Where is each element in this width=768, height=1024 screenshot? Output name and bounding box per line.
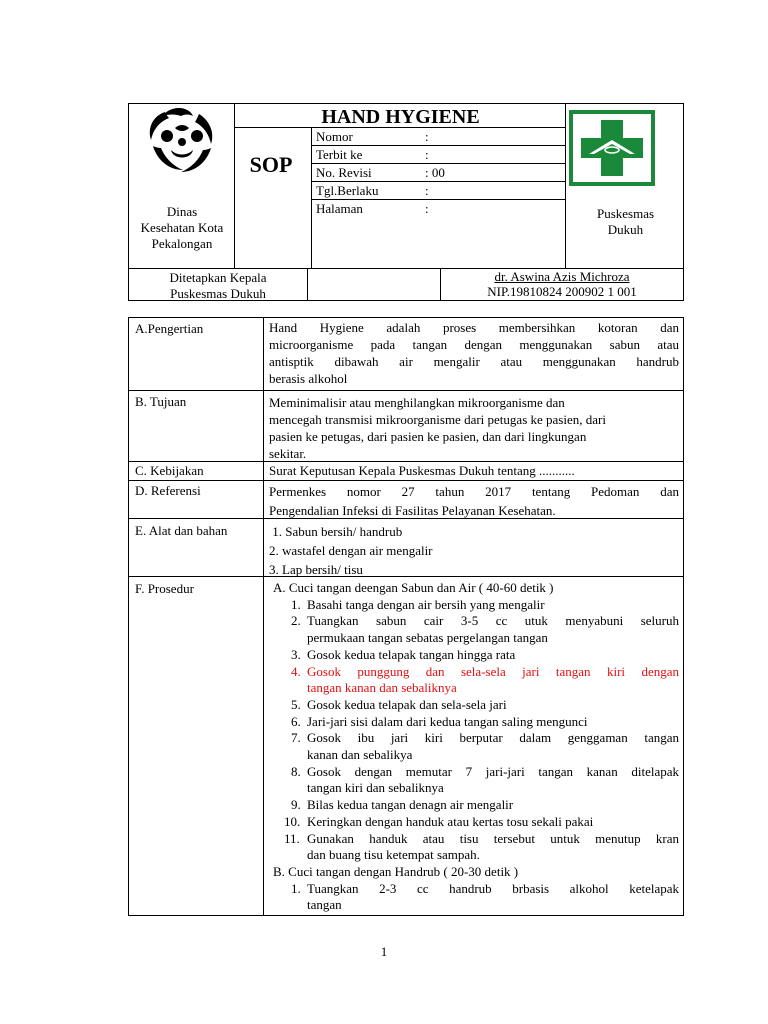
sop-content-table (128, 317, 684, 916)
field-terbit-ke: Terbit ke : (312, 146, 565, 164)
field-no-revisi: No. Revisi : 00 (312, 164, 565, 182)
row-alat-dan-bahan (129, 518, 683, 577)
header-divider (565, 104, 566, 268)
procedure-part-b-title: B. Cuci tangan dengan Handrub ( 20-30 detik ) (273, 863, 519, 879)
list-item: 1. Sabun bersih/ handrub (269, 524, 403, 539)
procedure-step: 5. Gosok kedua telapak dan sela-sela jari (291, 696, 507, 712)
signer-nip: NIP.19810824 200902 1 001 (487, 284, 637, 299)
row-tujuan (129, 390, 683, 462)
document-title: HAND HYGIENE (235, 104, 566, 128)
procedure-step: 7. Gosok ibu jari kiri berputar dalam genggaman tangan kanan dan sebalikya (291, 730, 679, 763)
row-label: A.Pengertian (135, 321, 204, 336)
signer-block (440, 269, 684, 299)
approved-by: Ditetapkan Kepala Puskesmas Dukuh (169, 270, 267, 301)
procedure-step: 2. Tuangkan sabun cair 3-5 cc utuk menyabuni seluruh permukaan tangan sebatas pergelangan tangan (291, 613, 679, 646)
sop-header-table (128, 103, 684, 301)
procedure-step: 3. Gosok kedua telapak tangan hingga rata (291, 646, 516, 662)
document-fields (312, 128, 565, 217)
list-item: 2. wastafel dengan air mengalir (269, 543, 433, 558)
row-label: F. Prosedur (135, 581, 194, 596)
procedure-part-a-title: A. Cuci tangan deengan Sabun dan Air ( 40-60 detik ) (273, 580, 554, 595)
sop-label: SOP (249, 152, 293, 177)
procedure-step-highlighted: 4. Gosok punggung dan sela-sela jari tangan kiri dengan tangan kanan dan sebaliknya (291, 663, 679, 696)
procedure-step: 1. Basahi tanga dengan air bersih yang mengalir (291, 596, 545, 612)
procedure-step: 11. Gunakan handuk atau tisu tersebut untuk menutup kran dan buang tisu ketempat sampah. (284, 830, 679, 863)
field-nomor: Nomor : (312, 128, 565, 146)
field-halaman: Halaman : (316, 201, 429, 216)
procedure-step: 9. Bilas kedua tangan denagn air mengalir (291, 797, 514, 813)
row-label: C. Kebijakan (135, 463, 204, 478)
row-content (269, 522, 679, 579)
row-referensi (129, 480, 683, 519)
procedure-step: 6. Jari-jari sisi dalam dari kedua tangan saling mengunci (291, 713, 588, 729)
procedure-step: 10. Keringkan dengan handuk atau kertas tosu sekali pakai (284, 813, 594, 829)
row-content: Surat Keputusan Kepala Puskesmas Dukuh tentang ........... (269, 463, 575, 478)
list-item: 3. Lap bersih/ tisu (269, 562, 363, 577)
row-label: D. Referensi (135, 483, 201, 498)
row-label: E. Alat dan bahan (135, 523, 228, 538)
row-prosedur (129, 576, 683, 916)
row-content: Hand Hygiene adalah proses membersihkan kotoran dan microorganisme pada tangan dengan menggunakan sabun atau antisptik dibawah air mengalir atau menggunakan handrub berasis alkohol (269, 320, 679, 386)
field-tgl-berlaku: Tgl.Berlaku : (312, 182, 565, 200)
left-org-name: Dinas Kesehatan Kota Pekalongan (140, 204, 224, 251)
row-content (269, 580, 679, 914)
right-org-name: Puskesmas Dukuh (596, 206, 655, 237)
header-bottom-divider (307, 268, 308, 301)
left-logo-cell (129, 104, 235, 268)
row-label: B. Tujuan (135, 394, 187, 409)
row-content: Meminimalisir atau menghilangkan mikroorganisme dan mencegah transmisi mikroorganisme dari petugas ke pasien, dari pasien ke petugas, dari pasien ke pasien, dan dari lingkungan sekitar. (269, 395, 606, 461)
procedure-step: 8. Gosok dengan memutar 7 jari-jari tangan kanan ditelapak tangan kiri dan sebaliknya (291, 763, 679, 796)
page-number: 1 (380, 944, 388, 959)
row-kebijakan (129, 461, 683, 481)
procedure-step: 1. Tuangkan 2-3 cc handrub brbasis alkohol ketelapak tangan (291, 880, 679, 913)
dinas-kesehatan-logo-icon (145, 106, 219, 176)
row-content: Permenkes nomor 27 tahun 2017 tentang Pedoman dan Pengendalian Infeksi di Fasilitas Pelayanan Kesehatan. (269, 484, 679, 518)
signer-name: dr. Aswina Azis Michroza (494, 269, 630, 284)
row-pengertian (129, 318, 683, 390)
puskesmas-green-cross-logo-icon (569, 110, 655, 186)
